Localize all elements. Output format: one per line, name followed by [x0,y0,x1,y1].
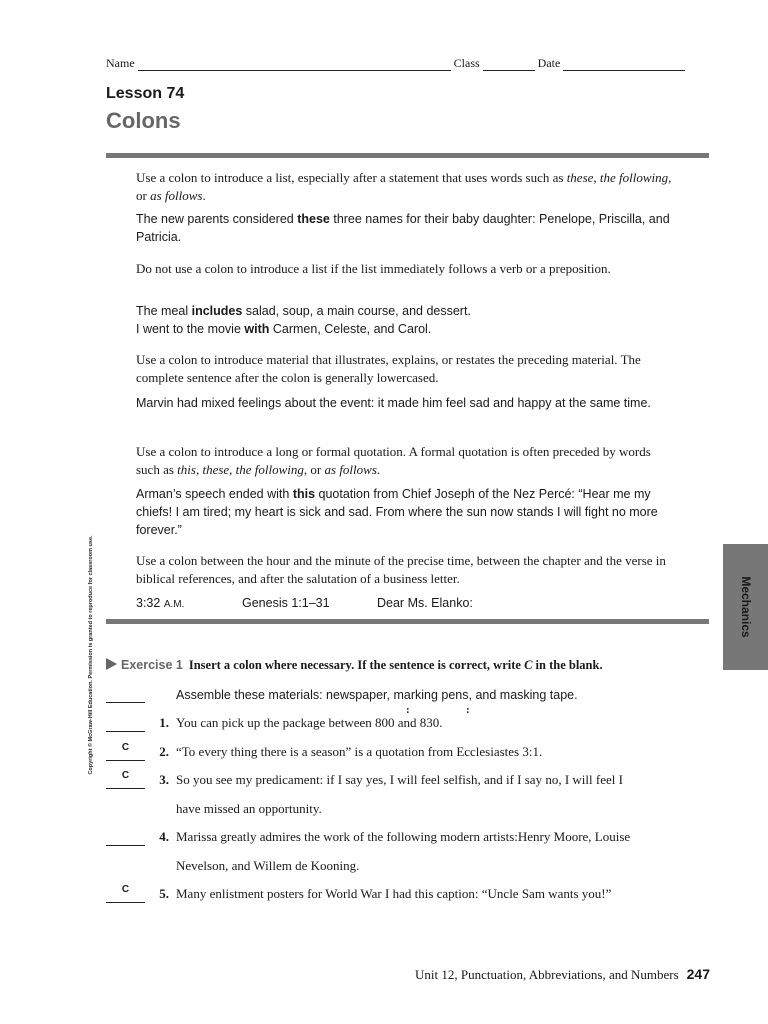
rule-1-example: The new parents considered these three names for their baby daughter: Penelope, Priscilla, and Patricia. [136,212,670,244]
top-divider [106,153,709,158]
student-info-line [106,56,709,71]
lesson-number: Lesson 74 [106,85,185,102]
lesson-title: Colons [106,108,181,133]
item-number: 2. [159,744,169,759]
section-tab-label: Mechanics [738,576,753,638]
rule-3-text: Use a colon to introduce material that illustrates, explains, or restates the preceding material. The complete sentence after the colon is generally lowercased. [136,352,641,385]
answer-blank[interactable] [106,715,145,732]
item-text-continued: Nevelson, and Willem de Kooning. [176,858,360,873]
item-text: “To every thing there is a season” is a quotation from Ecclesiastes 3:1. [176,744,543,759]
exercise-instruction: Insert a colon where necessary. If the sentence is correct, write C in the blank. [188,658,603,672]
rule-4-text: Use a colon to introduce a long or formal quotation. A formal quotation is often preceded by words such as this, these, the following, or as follows. [136,444,651,477]
salutation-example: Dear Ms. Elanko: [377,596,473,610]
rule-5-text: Use a colon between the hour and the minute of the precise time, between the chapter and the verse in biblical references, and after the salutation of a business letter. [136,553,666,586]
exercise-label: Exercise 1 [121,658,183,672]
page-footer [380,966,710,983]
inserted-colon: : [466,704,470,716]
time-example: 3:32 A.M. [136,596,185,610]
name-label: Name [106,56,135,70]
date-field[interactable] [563,58,685,71]
rule-3-example: Marvin had mixed feelings about the event: it made him feel sad and happy at the same time. [136,396,651,410]
item-text: Marissa greatly admires the work of the following modern artists:Henry Moore, Louise [176,829,631,844]
arrow-icon [106,658,117,670]
answer-blank[interactable] [106,686,145,703]
section-tab [723,544,768,670]
page-number: 247 [686,966,710,982]
item-text: You can pick up the package between 800 and 830. [176,715,443,730]
rule-2-text: Do not use a colon to introduce a list if the list immediately follows a verb or a preposition. [136,261,611,276]
name-field[interactable] [138,58,451,71]
rule-2-example-2: I went to the movie with Carmen, Celeste, and Carol. [136,322,432,336]
exercise-heading [106,658,726,673]
example-text: Assemble these materials: newspaper, marking pens, and masking tape. [176,688,578,702]
rule-2-example-1: The meal includes salad, soup, a main course, and dessert. [136,304,471,318]
class-label: Class [453,56,480,70]
rule-1-text: Use a colon to introduce a list, especially after a statement that uses words such as these, the following, or as follows. [136,170,672,203]
item-text: Many enlistment posters for World War I had this caption: “Uncle Sam wants you!” [176,886,612,901]
unit-title: Unit 12, Punctuation, Abbreviations, and Numbers [415,967,679,982]
answer-blank[interactable]: C [106,772,145,789]
class-field[interactable] [483,58,535,71]
copyright-text: Copyright © McGraw-Hill Education. Permission is granted to reproduce for classroom use. [88,535,94,775]
date-label: Date [537,56,561,70]
answer-blank[interactable] [106,829,145,846]
rule-4-example: Arman’s speech ended with this quotation from Chief Joseph of the Nez Percé: “Hear me my chiefs! I am tired; my heart is sick and sad. From where the sun now stands I will fight no more forever.” [136,487,658,537]
answer-blank[interactable]: C [106,886,145,903]
verse-example: Genesis 1:1–31 [242,596,330,610]
item-text: So you see my predicament: if I say yes, I will feel selfish, and if I say no, I will feel I [176,772,623,787]
bottom-divider [106,619,709,624]
item-text-continued: have missed an opportunity. [176,801,322,816]
copyright-notice [86,500,96,810]
item-number: 4. [159,829,169,844]
answer-blank[interactable]: C [106,744,145,761]
item-number: 1. [159,715,169,730]
item-number: 3. [159,772,169,787]
inserted-colon: : [406,704,410,716]
item-number: 5. [159,886,169,901]
